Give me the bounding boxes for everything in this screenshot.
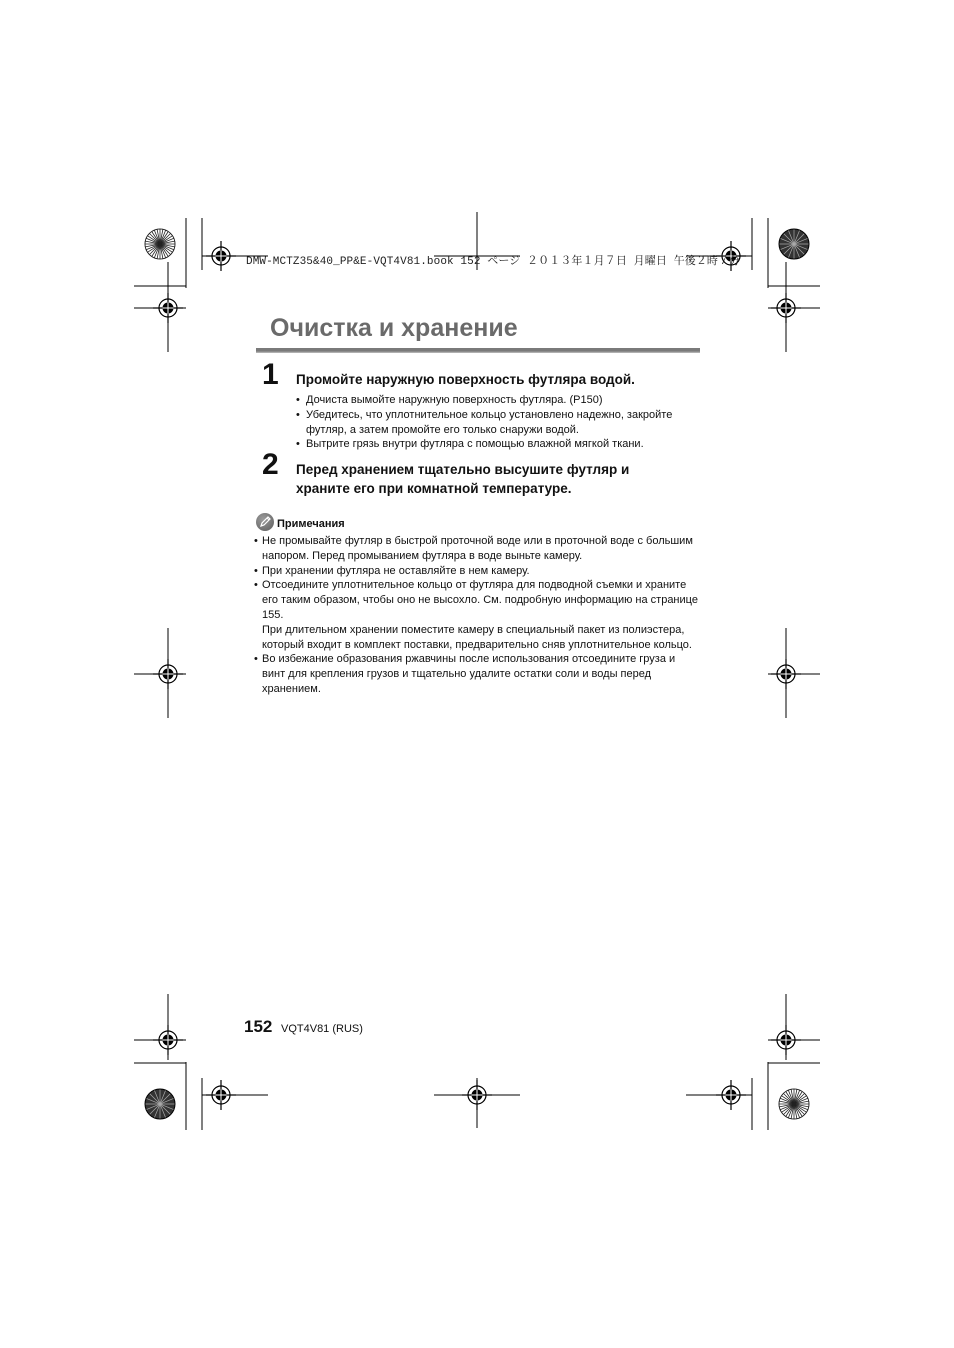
pencil-note-icon [256,513,274,531]
page-title: Очистка и хранение [270,314,518,342]
step-title-2: Перед хранением тщательно высушите футляр и храните его при комнатной температуре. [296,462,630,496]
step-number-2: 2 [262,448,279,481]
step-1-bullets [296,393,696,452]
list-item: • Убедитесь, что уплотнительное кольцо установлено надежно, закройте футляр, а затем промойте его только снаружи водой. [296,408,696,438]
list-item: • Во избежание образования ржавчины после использования отсоедините груза и винт для крепления грузов и тщательно удалите остатки соли и воды перед хранением. [254,652,700,696]
title-rule [256,348,700,353]
step-title-1: Промойте наружную поверхность футляра водой. [296,372,635,387]
list-item: • Отсоедините уплотнительное кольцо от футляра для подводной съемки и храните его таким образом, чтобы оно не высохло. См. подробную информацию на странице 155. [254,578,700,622]
list-item: • Не промывайте футляр в быстрой проточной воде или в проточной воде с большим напором. Перед промыванием футляра в воде выньте камеру. [254,534,700,564]
step-number-1: 1 [262,358,279,391]
print-header: DMW-MCTZ35&40_PP&E-VQT4V81.book 152 ページ ２０１３年１月７日 月曜日 午後２時７分 [246,256,741,268]
list-item: • Вытрите грязь внутри футляра с помощью влажной мягкой ткани. [296,437,696,452]
notes-list [254,534,700,697]
list-item-continuation: При длительном хранении поместите камеру в специальный пакет из полиэстера, который входит в комплект поставки, предварительно сняв уплотнительное кольцо. [262,623,692,651]
list-item: • Дочиста вымойте наружную поверхность футляра. (P150) [296,393,696,408]
notes-title: Примечания [277,518,345,530]
page-code: VQT4V81 (RUS) [281,1023,363,1035]
page-number: 152 [244,1017,273,1036]
list-item: • При хранении футляра не оставляйте в нем камеру. [254,564,700,579]
